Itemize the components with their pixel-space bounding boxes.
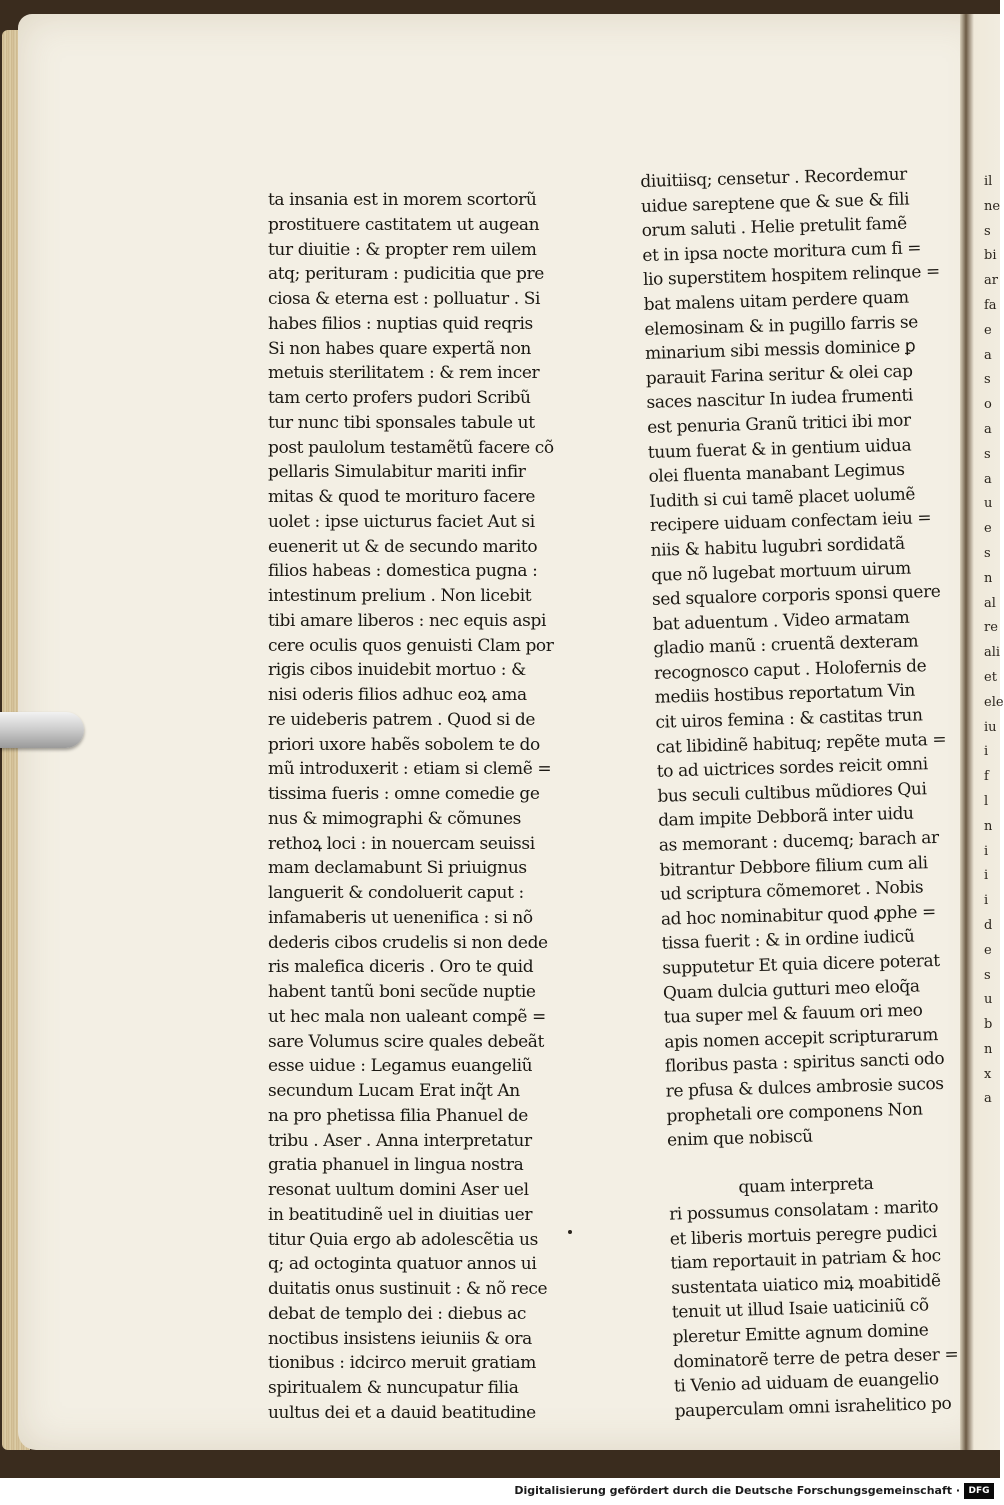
- text-line: bat aduentum . Video armatam: [652, 607, 910, 635]
- margin-fragment: s: [984, 223, 991, 239]
- margin-fragment: a: [984, 471, 992, 487]
- margin-fragment: f: [984, 769, 989, 785]
- text-line: habent tantũ boni secũde nuptie: [268, 982, 536, 1002]
- text-line: ri possumus consolatam : marito: [668, 1197, 939, 1225]
- text-line: in beatitudinẽ uel in diuitias uer: [268, 1204, 533, 1225]
- text-line: spiritualem & nuncupatur filia: [268, 1378, 519, 1398]
- margin-fragment: iu: [984, 719, 997, 735]
- text-line: bus seculi cultibus mũdiores Qui: [657, 779, 927, 807]
- text-line: uolet : ipse uicturus faciet Aut si: [268, 511, 535, 532]
- text-line: Si non habes quare expertã non: [268, 338, 531, 359]
- margin-fragment: n: [984, 1041, 993, 1057]
- next-page-margin-text: [984, 170, 1004, 1350]
- text-line: atq; perituram : pudicitia que pre: [268, 264, 544, 285]
- text-line: quam interpreta: [738, 1174, 874, 1198]
- text-line: tiam reportauit in patriam & hoc: [670, 1246, 941, 1274]
- footer-bar: [0, 1478, 1000, 1505]
- text-line: euenerit ut & de secundo marito: [268, 536, 538, 557]
- text-line: tua super mel & fauum ori meo: [663, 1000, 923, 1028]
- text-line: recipere uiduam confectam ieiu =: [649, 508, 932, 537]
- margin-fragment: a: [984, 1091, 992, 1107]
- text-line: tionibus : idcirco meruit gratiam: [268, 1353, 536, 1374]
- text-line: cat libidinẽ habituq; repẽte muta =: [655, 729, 947, 758]
- text-line: ciosa & eterna est : polluatur . Si: [268, 289, 540, 309]
- text-line: dominatorẽ terre de petra deser =: [673, 1344, 959, 1373]
- text-line: as memorant : ducemq; barach ar: [658, 827, 939, 856]
- text-line: sed squalore corporis sponsi quere: [651, 581, 941, 610]
- margin-fragment: i: [984, 893, 989, 909]
- margin-fragment: ele: [984, 694, 1004, 710]
- text-line: ad hoc nominabitur quod ꝓphe =: [660, 901, 937, 930]
- text-line: sustentata uiatico miꝝ moabitidẽ: [670, 1270, 941, 1299]
- text-line: q; ad octoginta quatuor annos ui: [268, 1254, 537, 1275]
- margin-fragment: n: [984, 570, 993, 586]
- margin-fragment: il: [984, 174, 993, 189]
- text-line: prophetali ore componens Non: [666, 1099, 923, 1127]
- margin-fragment: s: [984, 967, 991, 983]
- text-line: secundum Lucam Erat inq̃t An: [268, 1081, 520, 1101]
- ink-speck: [568, 1230, 572, 1234]
- margin-fragment: e: [984, 521, 992, 537]
- text-line: noctibus insistens ieiuniis & ora: [268, 1328, 532, 1349]
- margin-fragment: s: [984, 545, 991, 561]
- text-line: tur diuitie : & propter rem uilem: [268, 239, 537, 260]
- text-line: mediis hostibus reportatum Vin: [654, 680, 916, 709]
- text-line: que nõ lugebat mortuum uirum: [651, 558, 912, 586]
- text-line: est penuria Granũ tritici ibi mor: [646, 410, 911, 438]
- text-line: priori uxore habẽs sobolem te do: [268, 734, 540, 755]
- text-line: languerit & condoluerit caput :: [268, 883, 524, 903]
- text-line: re uideberis patrem . Quod si de: [268, 709, 536, 730]
- text-line: cere oculis quos genuisti Clam por: [268, 635, 554, 656]
- text-line: rethoꝝ loci : in nouercam seuissi: [268, 833, 535, 854]
- text-line: bitrantur Debbore filium cum ali: [659, 852, 928, 881]
- text-line: dam impite Debborã inter uidu: [657, 804, 914, 832]
- text-line: nisi oderis filios adhuc eoꝝ ama: [268, 685, 527, 705]
- text-line: ud scriptura cõmemoret . Nobis: [659, 877, 924, 905]
- text-line: mũ introduxerit : etiam si clemẽ =: [268, 759, 552, 780]
- text-line: dederis cibos crudelis si non dede: [268, 932, 548, 953]
- text-line: supputetur Et quia dicere poterat: [662, 950, 940, 979]
- text-line: Quam dulcia gutturi meo eloq̃a: [662, 976, 920, 1004]
- margin-fragment: s: [984, 372, 991, 388]
- text-line: mitas & quod te morituro facere: [268, 487, 536, 507]
- margin-fragment: u: [984, 992, 993, 1008]
- margin-fragment: i: [984, 843, 989, 859]
- text-line: intestinum prelium . Non licebit: [268, 586, 532, 606]
- text-line: ti Venio ad uiduam de euangelio: [673, 1369, 940, 1397]
- text-line: titur Quia ergo ab adolescẽtia us: [268, 1229, 538, 1250]
- margin-fragment: x: [984, 1066, 992, 1082]
- text-line: diuitiisq; censetur . Recordemur: [640, 164, 908, 192]
- text-line: recognosco caput . Holofernis de: [653, 656, 927, 684]
- funding-credit: Digitalisierung gefördert durch die Deutsche Forschungsgemeinschaft ·: [514, 1484, 960, 1497]
- text-line: debat de templo dei : diebus ac: [268, 1303, 527, 1324]
- text-line: enim que nobiscũ: [666, 1126, 813, 1151]
- margin-fragment: o: [984, 397, 992, 413]
- text-line: floribus pasta : spiritus sancti odo: [664, 1049, 945, 1078]
- text-line: cit uiros femina : & castitas trun: [655, 705, 923, 733]
- text-line: apis nomen accepit scripturarum: [664, 1024, 939, 1053]
- margin-fragment: a: [984, 347, 992, 363]
- text-line: tribu . Aser . Anna interpretatur: [268, 1130, 532, 1151]
- text-line: sare Volumus scire quales debeãt: [268, 1031, 544, 1052]
- text-line: tibi amare liberos : nec equis aspi: [268, 610, 546, 631]
- text-line: niis & habitu lugubri sordidatã: [650, 533, 905, 561]
- margin-fragment: ar: [984, 273, 998, 289]
- text-line: minarium sibi messis dominice ꝑ: [644, 336, 916, 365]
- right-text-column: [640, 162, 975, 1424]
- text-line: ut hec mala non ualeant compẽ =: [268, 1006, 546, 1027]
- text-line: infamaberis ut uenenifica : si nõ: [268, 907, 533, 928]
- text-line: ris malefica diceris . Oro te quid: [268, 957, 534, 978]
- text-line: pauperculam omni israhelitico po: [674, 1393, 952, 1422]
- text-line: parauit Farina seritur & olei cap: [645, 361, 913, 389]
- text-line: metuis sterilitatem : & rem incer: [268, 363, 540, 384]
- text-line: prostituere castitatem ut augean: [268, 214, 540, 235]
- text-line: post paulolum testamẽtũ facere cõ: [268, 437, 554, 458]
- dfg-logo: DFG: [964, 1483, 994, 1499]
- text-line: pleretur Emitte agnum domine: [672, 1320, 929, 1348]
- text-line: lio superstitem hospitem relinque =: [642, 262, 941, 291]
- text-line: uidue sareptene que & sue & fili: [640, 189, 910, 217]
- page-clip: [0, 712, 84, 748]
- margin-fragment: al: [984, 595, 996, 611]
- text-line: tissa fuerit : & in ordine iudicũ: [661, 927, 915, 955]
- text-line: olei fluenta manabant Legimus: [648, 459, 905, 488]
- margin-fragment: e: [984, 942, 992, 958]
- margin-fragment: b: [984, 1017, 993, 1033]
- margin-fragment: i: [984, 868, 989, 884]
- margin-fragment: ali: [984, 645, 1001, 661]
- text-line: esse uidue : Legamus euangeliũ: [268, 1056, 533, 1077]
- margin-fragment: n: [984, 818, 993, 834]
- text-line: ta insania est in morem scortorũ: [268, 190, 537, 210]
- margin-fragment: e: [984, 322, 992, 338]
- margin-fragment: d: [984, 917, 993, 933]
- text-line: bat malens uitam perdere quam: [643, 287, 910, 315]
- text-line: gratia phanuel in lingua nostra: [268, 1155, 524, 1176]
- text-line: resonat uultum domini Aser uel: [268, 1180, 529, 1200]
- margin-fragment: ne: [984, 198, 1001, 214]
- margin-fragment: s: [984, 446, 991, 462]
- text-line: orum saluti . Helie pretulit famẽ: [641, 213, 908, 242]
- margin-fragment: l: [984, 793, 989, 809]
- text-line: rigis cibos inuidebit mortuo : &: [268, 660, 526, 681]
- left-text-column: [268, 188, 563, 1426]
- text-line: tissima fueris : omne comedie ge: [268, 784, 540, 804]
- margin-fragment: bi: [984, 248, 997, 264]
- text-line: uultus dei et a dauid beatitudine: [268, 1402, 536, 1423]
- margin-fragment: et: [984, 669, 997, 685]
- text-line: tam certo profers pudori Scribũ: [268, 388, 531, 408]
- text-line: Iudith si cui tamẽ placet uolumẽ: [648, 484, 916, 512]
- text-line: et in ipsa nocte moritura cum fi =: [642, 237, 922, 266]
- margin-fragment: a: [984, 421, 992, 437]
- margin-fragment: fa: [984, 297, 997, 313]
- text-line: tur nunc tibi sponsales tabule ut: [268, 412, 535, 433]
- text-line: pellaris Simulabitur mariti infir: [268, 462, 526, 483]
- text-line: to ad uictrices sordes reicit omni: [656, 754, 929, 783]
- text-line: na pro phetissa filia Phanuel de: [268, 1105, 528, 1126]
- text-line: duitatis onus sustinuit : & nõ rece: [268, 1279, 548, 1299]
- text-line: gladio manũ : cruentã dexteram: [653, 631, 919, 660]
- text-line: mam declamabunt Si priuignus: [268, 858, 527, 879]
- text-line: filios habeas : domestica pugna :: [268, 561, 538, 582]
- text-line: elemosinam & in pugillo farris se: [644, 311, 919, 340]
- text-line: nus & mimographi & cõmunes: [268, 808, 521, 829]
- text-line: tuum fuerat & in gentium uidua: [647, 435, 912, 463]
- text-line: et liberis mortuis peregre pudici: [669, 1221, 938, 1250]
- text-line: habes filios : nuptias quid reqris: [268, 313, 533, 334]
- margin-fragment: i: [984, 744, 989, 760]
- text-line: tenuit ut illud Isaie uaticiniũ cõ: [671, 1295, 929, 1323]
- text-line: saces nascitur In iudea frumenti: [646, 385, 914, 414]
- margin-fragment: u: [984, 496, 993, 512]
- margin-fragment: re: [984, 620, 998, 636]
- text-line: re pfusa & dulces ambrosie sucos: [665, 1073, 944, 1102]
